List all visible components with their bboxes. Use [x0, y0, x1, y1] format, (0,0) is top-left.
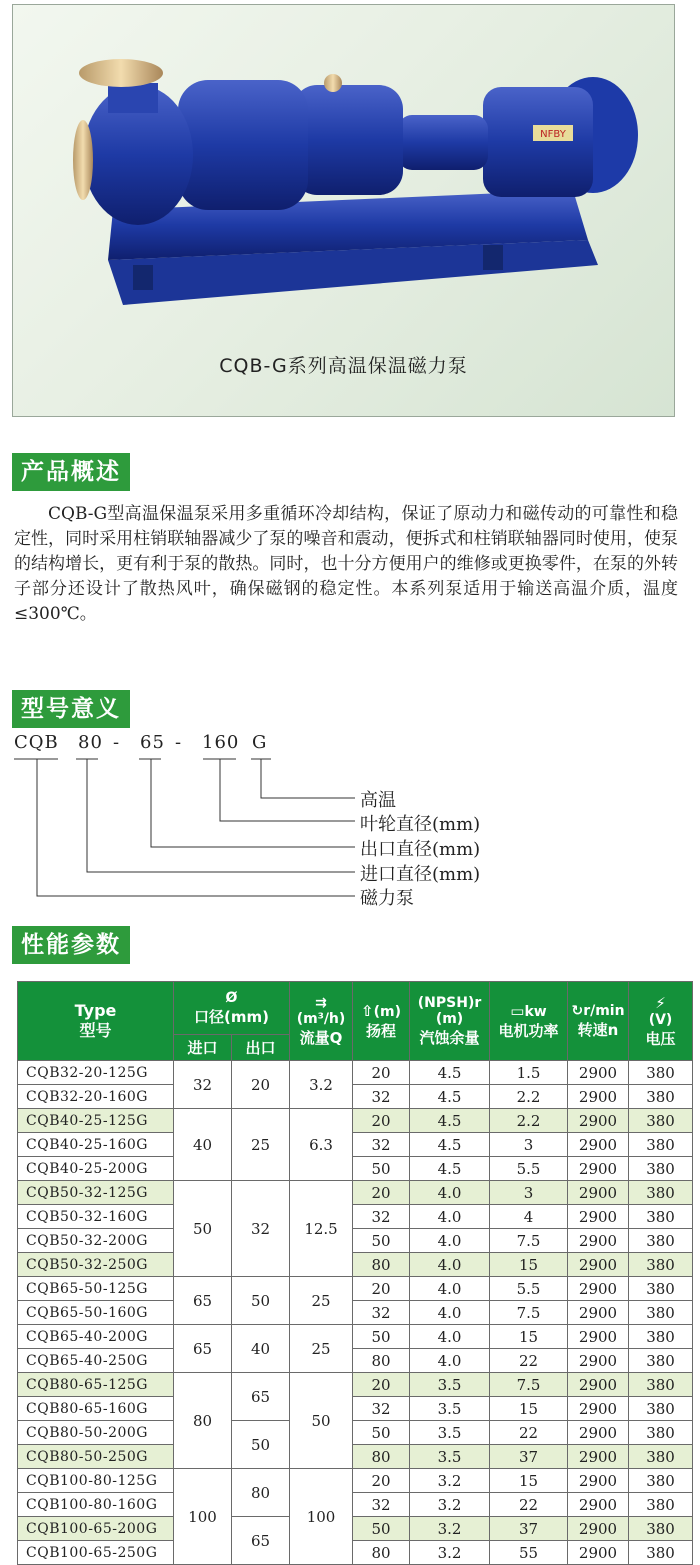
cell-flow: 50 [290, 1373, 353, 1469]
header-inlet: 进口 [174, 1035, 232, 1061]
cell-voltage: 380 [629, 1277, 693, 1301]
code-impeller: 160 [202, 732, 240, 753]
cell-npsh: 4.5 [410, 1085, 490, 1109]
cell-npsh: 3.2 [410, 1517, 490, 1541]
model-connector-lines [0, 750, 380, 910]
cell-head: 20 [353, 1469, 410, 1493]
head-arrow-icon: ⇧(m) [361, 1001, 401, 1020]
pump-illustration [13, 5, 675, 345]
cell-speed: 2900 [568, 1469, 629, 1493]
cell-power: 4 [490, 1205, 568, 1229]
cell-voltage: 380 [629, 1253, 693, 1277]
cell-npsh: 4.5 [410, 1157, 490, 1181]
cell-power: 22 [490, 1421, 568, 1445]
header-head-label: 扬程 [366, 1021, 397, 1040]
cell-model: CQB65-50-125G [18, 1277, 174, 1301]
cell-model: CQB80-50-200G [18, 1421, 174, 1445]
cell-power: 15 [490, 1325, 568, 1349]
cell-flow: 6.3 [290, 1109, 353, 1181]
cell-power: 3 [490, 1133, 568, 1157]
header-type [18, 982, 174, 1061]
code-series: CQB [14, 732, 59, 753]
header-voltage [629, 982, 693, 1061]
code-inlet: 80 [78, 732, 103, 753]
table-row [18, 1205, 693, 1229]
cell-npsh: 4.5 [410, 1109, 490, 1133]
header-type-en: Type [74, 1001, 117, 1020]
table-row [18, 1301, 693, 1325]
table-row [18, 1277, 693, 1301]
cell-head: 80 [353, 1349, 410, 1373]
cell-head: 32 [353, 1205, 410, 1229]
cell-voltage: 380 [629, 1229, 693, 1253]
overview-text: CQB-G型高温保温泵采用多重循环冷却结构，保证了原动力和磁传动的可靠性和稳定性，同时采用柱销联轴器减少了泵的噪音和震动，便拆式和柱销联轴器同时使用，使泵的结构增长，更有利于泵的散热。同时，也十分方便用户的维修或更换零件，在泵的外转子部分还设计了散热风叶，确保磁钢的稳定性。本系列泵适用于输送高温介质，温度≤300℃。 [14, 504, 678, 624]
cell-model: CQB65-40-200G [18, 1325, 174, 1349]
cell-power: 7.5 [490, 1373, 568, 1397]
cell-head: 32 [353, 1301, 410, 1325]
cell-head: 80 [353, 1445, 410, 1469]
cell-voltage: 380 [629, 1085, 693, 1109]
table-row [18, 1181, 693, 1205]
header-type-cn: 型号 [79, 1021, 112, 1040]
cell-npsh: 4.0 [410, 1277, 490, 1301]
cell-head: 80 [353, 1253, 410, 1277]
cell-flow: 12.5 [290, 1181, 353, 1277]
cell-npsh: 3.2 [410, 1493, 490, 1517]
cell-model: CQB40-25-200G [18, 1157, 174, 1181]
cell-head: 20 [353, 1181, 410, 1205]
cell-head: 32 [353, 1133, 410, 1157]
legend-impeller: 叶轮直径(mm) [360, 814, 481, 835]
cell-model: CQB50-32-125G [18, 1181, 174, 1205]
header-voltage-label: 电压 [645, 1029, 676, 1048]
table-row [18, 1373, 693, 1397]
cell-npsh: 3.2 [410, 1469, 490, 1493]
cell-speed: 2900 [568, 1109, 629, 1133]
cell-npsh: 3.5 [410, 1397, 490, 1421]
cell-voltage: 380 [629, 1397, 693, 1421]
code-outlet: 65 [140, 732, 165, 753]
cell-flow: 3.2 [290, 1061, 353, 1109]
cell-power: 15 [490, 1469, 568, 1493]
table-row [18, 1493, 693, 1517]
header-npsh [410, 982, 490, 1061]
flow-icon: ⇉ [315, 994, 327, 1011]
cell-speed: 2900 [568, 1205, 629, 1229]
cell-model: CQB100-80-125G [18, 1469, 174, 1493]
cell-speed: 2900 [568, 1517, 629, 1541]
cell-head: 50 [353, 1157, 410, 1181]
npsh-top: (NPSH)r [417, 994, 482, 1011]
cell-speed: 2900 [568, 1541, 629, 1565]
cell-inlet: 65 [174, 1325, 232, 1373]
cell-model: CQB65-40-250G [18, 1349, 174, 1373]
cell-head: 20 [353, 1109, 410, 1133]
cell-head: 32 [353, 1397, 410, 1421]
cell-speed: 2900 [568, 1229, 629, 1253]
cell-speed: 2900 [568, 1445, 629, 1469]
code-suffix: G [252, 732, 268, 753]
cell-model: CQB65-50-160G [18, 1301, 174, 1325]
cell-speed: 2900 [568, 1085, 629, 1109]
cell-model: CQB40-25-160G [18, 1133, 174, 1157]
cell-speed: 2900 [568, 1373, 629, 1397]
cell-outlet: 20 [232, 1061, 290, 1109]
cell-npsh: 4.0 [410, 1349, 490, 1373]
cell-model: CQB80-65-160G [18, 1397, 174, 1421]
cell-npsh: 4.0 [410, 1325, 490, 1349]
cell-speed: 2900 [568, 1061, 629, 1085]
cell-npsh: 4.0 [410, 1205, 490, 1229]
overview-title: 产品概述 [12, 453, 130, 491]
table-row [18, 1253, 693, 1277]
cell-flow: 25 [290, 1277, 353, 1325]
cell-outlet: 50 [232, 1421, 290, 1469]
cell-npsh: 4.0 [410, 1181, 490, 1205]
header-speed [568, 982, 629, 1061]
cell-model: CQB80-50-250G [18, 1445, 174, 1469]
header-npsh-label: 汽蚀余量 [419, 1028, 480, 1047]
legend-high-temp: 高温 [360, 790, 396, 811]
cell-power: 5.5 [490, 1157, 568, 1181]
cell-voltage: 380 [629, 1109, 693, 1133]
cell-voltage: 380 [629, 1061, 693, 1085]
cell-power: 5.5 [490, 1277, 568, 1301]
legend-mag-pump: 磁力泵 [360, 888, 414, 909]
table-row [18, 1469, 693, 1493]
table-row [18, 1421, 693, 1445]
cell-inlet: 100 [174, 1469, 232, 1565]
cell-power: 7.5 [490, 1301, 568, 1325]
spec-table [17, 981, 693, 1565]
cell-voltage: 380 [629, 1445, 693, 1469]
cell-npsh: 4.0 [410, 1253, 490, 1277]
cell-head: 50 [353, 1325, 410, 1349]
cell-model: CQB50-32-160G [18, 1205, 174, 1229]
cell-voltage: 380 [629, 1421, 693, 1445]
cell-outlet: 65 [232, 1517, 290, 1565]
cell-speed: 2900 [568, 1133, 629, 1157]
cell-head: 32 [353, 1493, 410, 1517]
code-dash-2: - [175, 732, 183, 753]
header-power [490, 982, 568, 1061]
cell-npsh: 3.5 [410, 1445, 490, 1469]
table-row [18, 1397, 693, 1421]
cell-power: 2.2 [490, 1109, 568, 1133]
cell-speed: 2900 [568, 1301, 629, 1325]
header-flow-label: 流量Q [299, 1028, 343, 1047]
cell-head: 50 [353, 1517, 410, 1541]
header-power-label: 电机功率 [498, 1021, 559, 1040]
cell-speed: 2900 [568, 1421, 629, 1445]
motor-icon: ▭kw [510, 1001, 547, 1020]
cell-power: 2.2 [490, 1085, 568, 1109]
cell-voltage: 380 [629, 1325, 693, 1349]
legend-inlet: 进口直径(mm) [360, 864, 481, 885]
table-row [18, 1325, 693, 1349]
cell-speed: 2900 [568, 1277, 629, 1301]
cell-power: 15 [490, 1253, 568, 1277]
cell-inlet: 32 [174, 1061, 232, 1109]
hero-caption: CQB-G系列高温保温磁力泵 [219, 355, 468, 377]
header-flow [290, 982, 353, 1061]
table-row [18, 1109, 693, 1133]
diameter-icon: Ø [225, 989, 238, 1006]
cell-model: CQB100-65-250G [18, 1541, 174, 1565]
cell-voltage: 380 [629, 1205, 693, 1229]
code-dash-1: - [113, 732, 121, 753]
table-row [18, 1349, 693, 1373]
cell-voltage: 380 [629, 1157, 693, 1181]
flow-unit: (m³/h) [296, 1010, 346, 1027]
brand-label: NFBY [540, 129, 566, 140]
cell-speed: 2900 [568, 1493, 629, 1517]
cell-speed: 2900 [568, 1349, 629, 1373]
table-row [18, 1445, 693, 1469]
voltage-unit: (V) [648, 1011, 673, 1028]
product-hero [12, 4, 675, 417]
model-meaning-title: 型号意义 [12, 690, 130, 728]
legend-outlet: 出口直径(mm) [360, 839, 481, 860]
cell-voltage: 380 [629, 1133, 693, 1157]
cell-npsh: 3.5 [410, 1421, 490, 1445]
cell-head: 50 [353, 1229, 410, 1253]
header-outlet: 出口 [232, 1035, 290, 1061]
cell-model: CQB80-65-125G [18, 1373, 174, 1397]
cell-voltage: 380 [629, 1541, 693, 1565]
cell-flow: 25 [290, 1325, 353, 1373]
spec-title: 性能参数 [12, 926, 130, 964]
cell-voltage: 380 [629, 1373, 693, 1397]
cell-head: 20 [353, 1373, 410, 1397]
cell-power: 22 [490, 1493, 568, 1517]
header-head [353, 982, 410, 1061]
cell-model: CQB100-65-200G [18, 1517, 174, 1541]
cell-model: CQB50-32-250G [18, 1253, 174, 1277]
cell-power: 3 [490, 1181, 568, 1205]
cell-voltage: 380 [629, 1349, 693, 1373]
cell-voltage: 380 [629, 1301, 693, 1325]
cell-voltage: 380 [629, 1181, 693, 1205]
header-diameter-label: 口径(mm) [194, 1007, 269, 1026]
table-row [18, 1517, 693, 1541]
table-row [18, 1541, 693, 1565]
cell-npsh: 4.0 [410, 1229, 490, 1253]
table-row [18, 1133, 693, 1157]
cell-power: 37 [490, 1517, 568, 1541]
cell-outlet: 80 [232, 1469, 290, 1517]
cell-flow: 100 [290, 1469, 353, 1565]
cell-voltage: 380 [629, 1517, 693, 1541]
cell-model: CQB32-20-125G [18, 1061, 174, 1085]
cell-inlet: 80 [174, 1373, 232, 1469]
cell-outlet: 65 [232, 1373, 290, 1421]
cell-speed: 2900 [568, 1397, 629, 1421]
cell-head: 50 [353, 1421, 410, 1445]
cell-head: 20 [353, 1061, 410, 1085]
cell-speed: 2900 [568, 1253, 629, 1277]
cell-model: CQB50-32-200G [18, 1229, 174, 1253]
cell-inlet: 65 [174, 1277, 232, 1325]
cell-power: 1.5 [490, 1061, 568, 1085]
cell-outlet: 50 [232, 1277, 290, 1325]
cell-speed: 2900 [568, 1157, 629, 1181]
header-speed-label: 转速n [577, 1020, 619, 1039]
cell-speed: 2900 [568, 1325, 629, 1349]
cell-head: 32 [353, 1085, 410, 1109]
cell-npsh: 4.5 [410, 1133, 490, 1157]
cell-voltage: 380 [629, 1493, 693, 1517]
table-row [18, 1229, 693, 1253]
cell-power: 37 [490, 1445, 568, 1469]
cell-power: 22 [490, 1349, 568, 1373]
cell-voltage: 380 [629, 1469, 693, 1493]
lightning-icon: ⚡ [655, 993, 666, 1012]
cell-outlet: 32 [232, 1181, 290, 1277]
cell-power: 15 [490, 1397, 568, 1421]
cell-power: 55 [490, 1541, 568, 1565]
cell-inlet: 50 [174, 1181, 232, 1277]
table-row [18, 1085, 693, 1109]
cell-head: 80 [353, 1541, 410, 1565]
npsh-unit: (m) [435, 1010, 464, 1027]
cell-model: CQB100-80-160G [18, 1493, 174, 1517]
cell-model: CQB32-20-160G [18, 1085, 174, 1109]
cell-npsh: 3.5 [410, 1373, 490, 1397]
cell-npsh: 4.5 [410, 1061, 490, 1085]
cell-speed: 2900 [568, 1181, 629, 1205]
cell-head: 20 [353, 1277, 410, 1301]
table-row [18, 1157, 693, 1181]
cell-model: CQB40-25-125G [18, 1109, 174, 1133]
cell-npsh: 3.2 [410, 1541, 490, 1565]
header-diameter [174, 982, 290, 1035]
cell-npsh: 4.0 [410, 1301, 490, 1325]
cell-power: 7.5 [490, 1229, 568, 1253]
table-row [18, 1061, 693, 1085]
cell-outlet: 25 [232, 1109, 290, 1181]
rotation-icon: ↻r/min [571, 1002, 625, 1019]
cell-outlet: 40 [232, 1325, 290, 1373]
cell-inlet: 40 [174, 1109, 232, 1181]
